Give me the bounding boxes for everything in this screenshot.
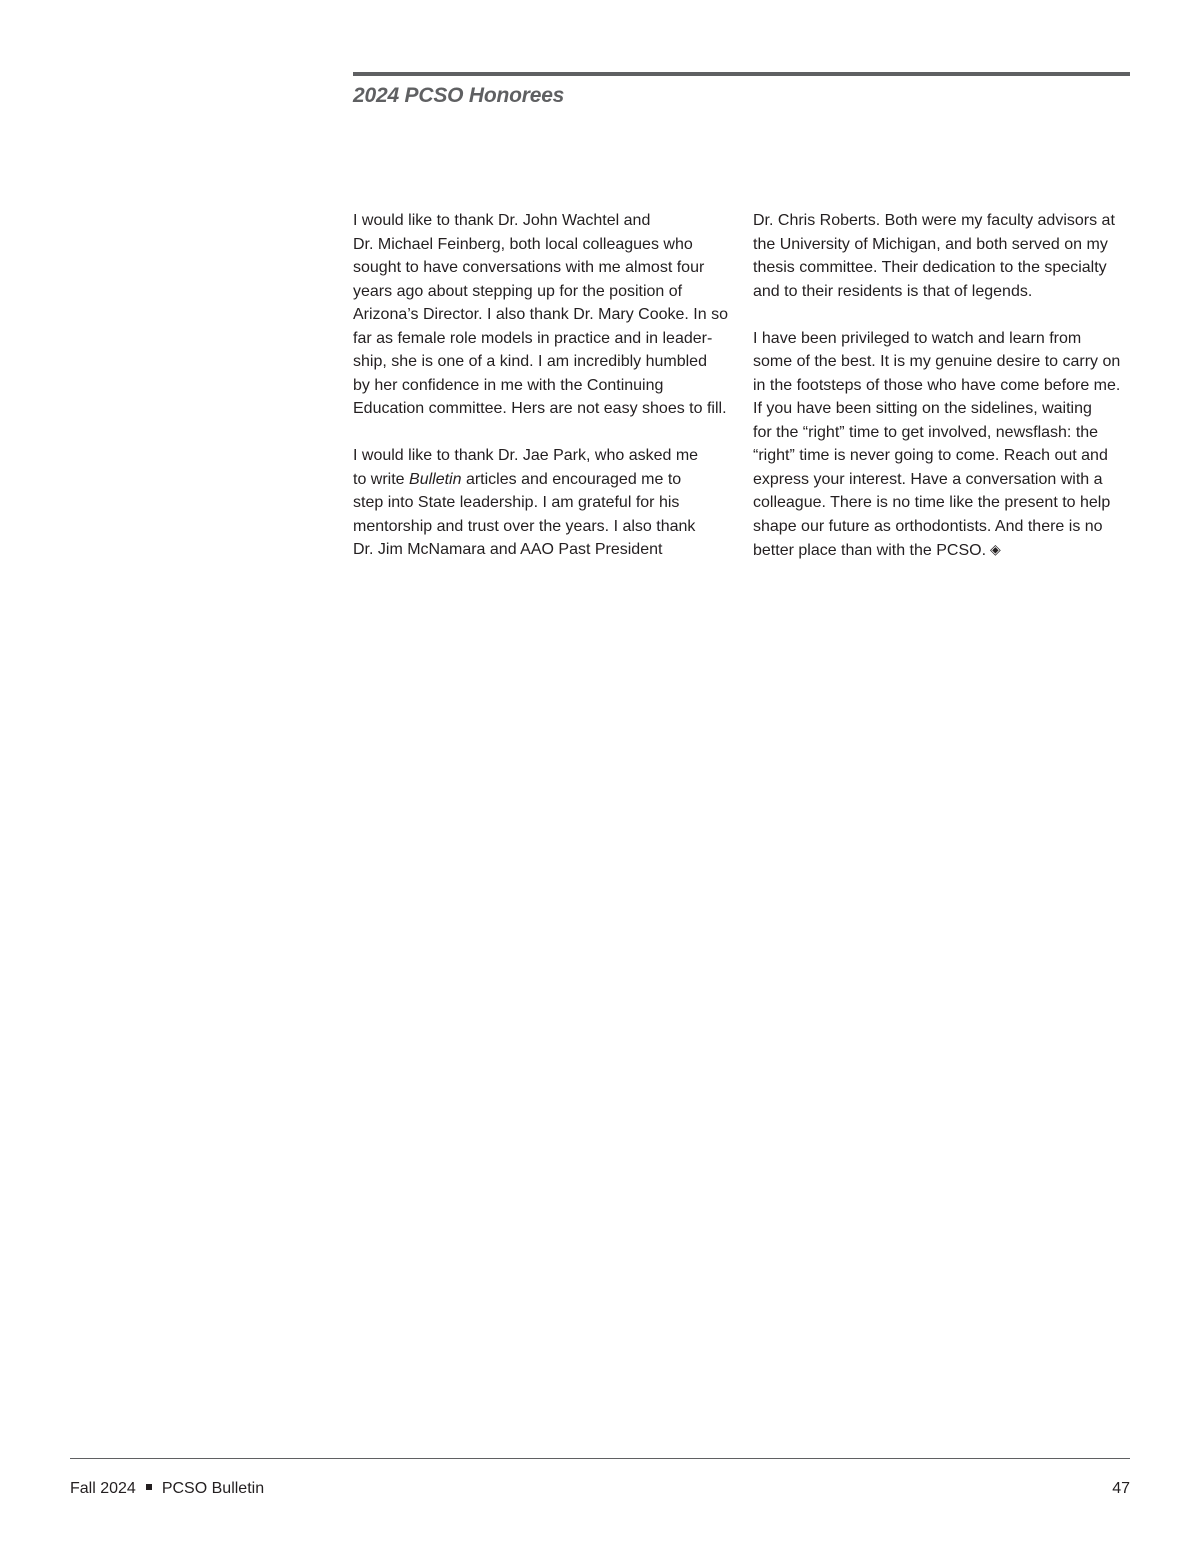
text-line: mentorship and trust over the years. I also thank — [353, 517, 696, 535]
text-fragment: to write — [353, 470, 410, 488]
footer-publication-info — [70, 1480, 264, 1498]
end-of-article-icon: ◈ — [990, 541, 1001, 557]
text-line: in the footsteps of those who have come before me. — [753, 376, 1121, 394]
text-fragment: articles and encouraged me to — [461, 470, 682, 488]
footer-issue: Fall 2024 — [70, 1480, 136, 1497]
paragraph — [753, 327, 1133, 563]
article-column-right — [753, 209, 1133, 586]
text-line: and to their residents is that of legends. — [753, 282, 1033, 300]
text-line: the University of Michigan, and both served on my — [753, 235, 1108, 253]
header-rule — [353, 72, 1130, 76]
text-line: thesis committee. Their dedication to the specialty — [753, 259, 1107, 276]
text-line: Education committee. Hers are not easy shoes to fill. — [353, 400, 727, 417]
footer-rule — [70, 1458, 1130, 1459]
paragraph — [353, 444, 733, 562]
text-line: step into State leadership. I am grateful for his — [353, 494, 680, 511]
text-line — [353, 468, 733, 492]
text-line: I would like to thank Dr. John Wachtel and — [353, 212, 651, 229]
publication-name-italic: Bulletin — [409, 470, 462, 488]
text-line: “right” time is never going to come. Reach out and — [753, 447, 1108, 464]
footer-publication: PCSO Bulletin — [161, 1480, 265, 1497]
text-line: Arizona’s Director. I also thank Dr. Mary Cooke. In so — [353, 306, 728, 323]
text-line: some of the best. It is my genuine desire to carry on — [753, 353, 1121, 370]
text-line: far as female role models in practice and in leader- — [353, 329, 713, 347]
text-line: ship, she is one of a kind. I am incredibly humbled — [353, 353, 707, 370]
text-line: I have been privileged to watch and learn from — [753, 329, 1082, 347]
paragraph — [753, 209, 1133, 303]
text-line: shape our future as orthodontists. And there is no — [753, 517, 1103, 535]
square-bullet-icon — [146, 1484, 152, 1490]
paragraph — [353, 209, 733, 421]
text-line: colleague. There is no time like the present to help — [753, 494, 1111, 511]
text-line: If you have been sitting on the sidelines, waiting — [753, 400, 1092, 417]
text-line: express your interest. Have a conversation with a — [753, 470, 1103, 488]
text-line: for the “right” time to get involved, newsflash: the — [753, 423, 1099, 441]
text-line: Dr. Chris Roberts. Both were my faculty advisors at — [753, 212, 1115, 229]
text-line: years ago about stepping up for the position of — [353, 282, 683, 300]
text-line: I would like to thank Dr. Jae Park, who asked me — [353, 447, 699, 464]
text-line: sought to have conversations with me almost four — [353, 259, 705, 276]
text-fragment: better place than with the PCSO. — [753, 542, 987, 559]
text-line: Dr. Jim McNamara and AAO Past President — [353, 541, 663, 558]
article-column-left — [353, 209, 733, 585]
text-line: by her confidence in me with the Continuing — [353, 376, 664, 394]
page-number: 47 — [1112, 1480, 1130, 1497]
text-line: Dr. Michael Feinberg, both local colleagues who — [353, 235, 693, 253]
text-line — [753, 538, 1133, 563]
section-title: 2024 PCSO Honorees — [353, 84, 565, 107]
